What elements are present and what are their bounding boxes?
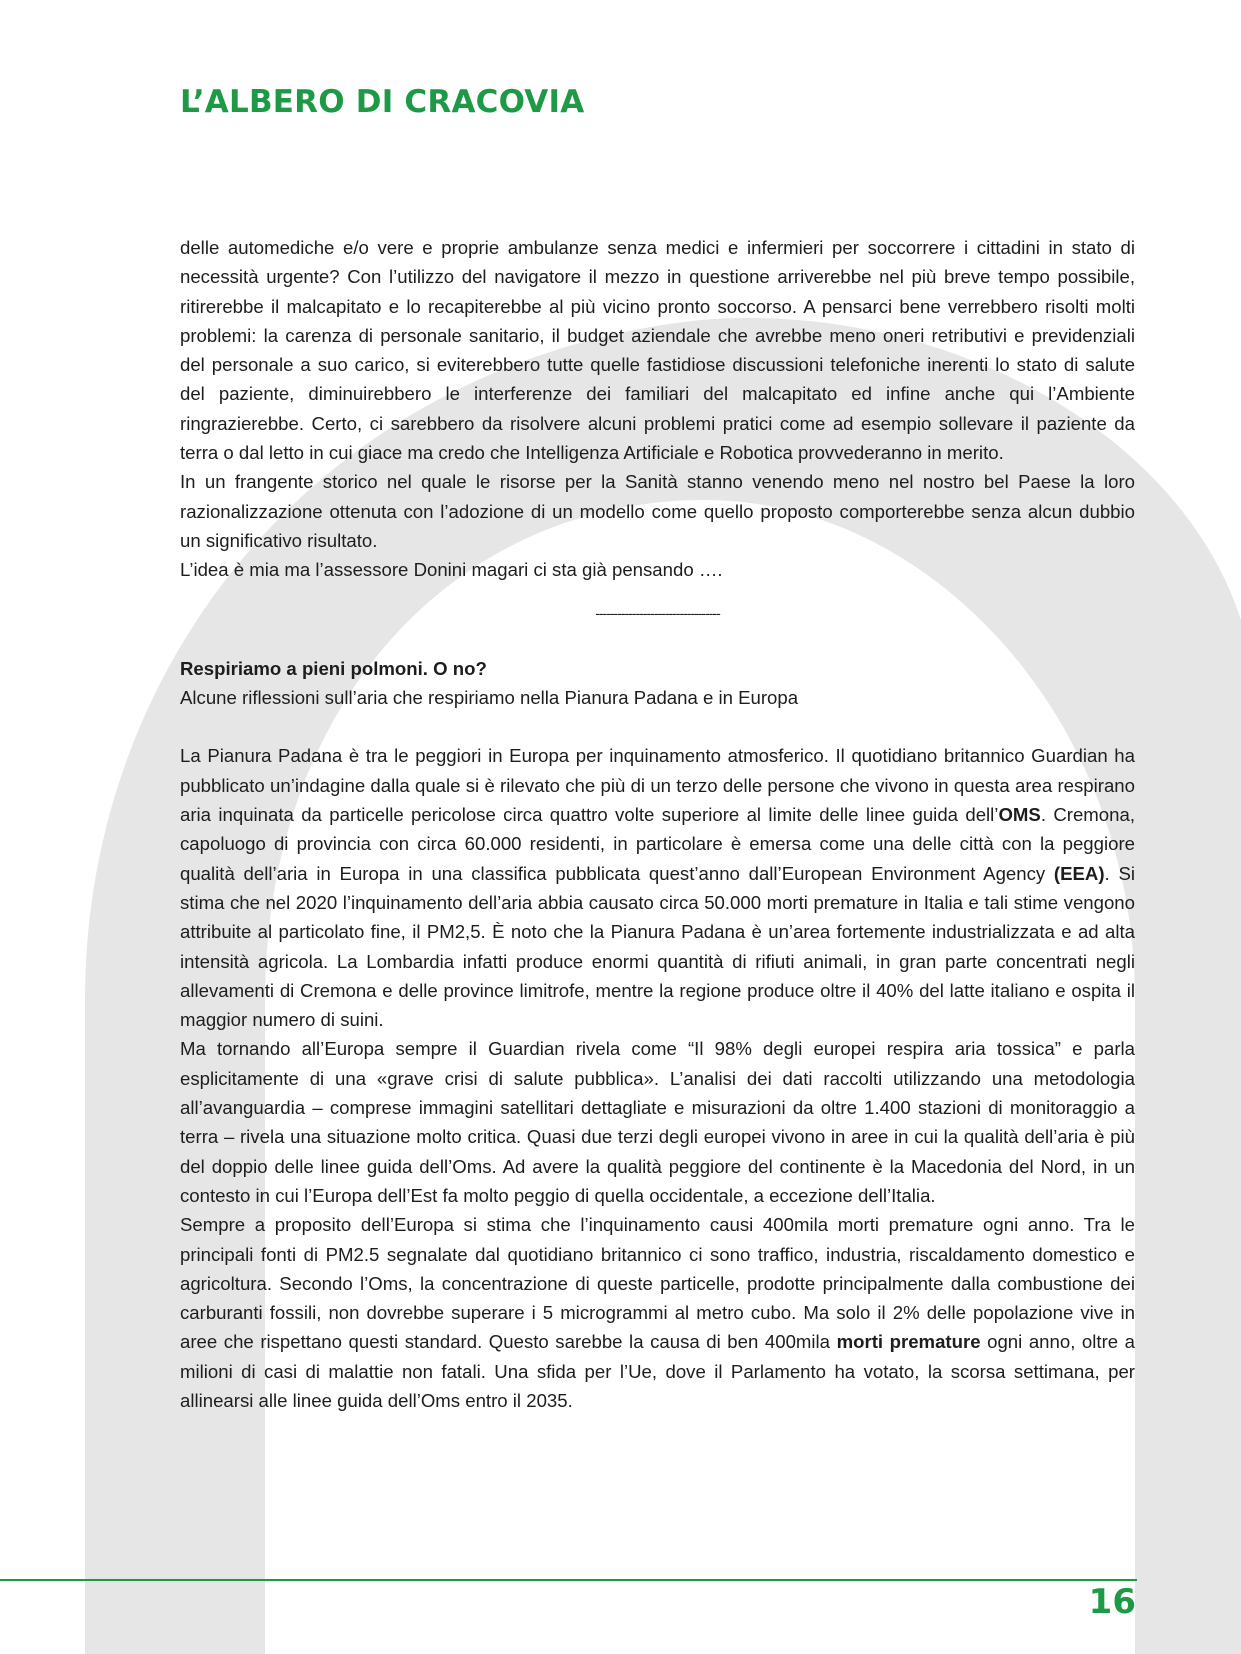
section-separator: ---------------------------------- (595, 604, 720, 621)
paragraph-spacer (180, 712, 1135, 741)
text-run: Sempre a proposito dell’Europa si stima che l’inquinamento causi 400mila morti premature ogni anno. Tra le principali fonti di PM2.5 segnalate dal quotidiano britannico ci sono traffico, industria, riscaldamento domestico e agricoltura. Secondo l’Oms, la concentrazione di queste particelle, prodotte principalmente dalla combustione dei carburanti fossili, non dovrebbe superare i 5 microgrammi al metro cubo. Ma solo il 2% delle popolazione vive in aree che rispettano questi standard. Questo sarebbe la causa di ben 400mila (180, 1214, 1135, 1353)
header-title: L’ALBERO DI CRACOVIA (180, 84, 585, 120)
bold-text-eea: (EEA) (1053, 862, 1105, 884)
body-paragraph: delle automediche e/o vere e proprie ambulanze senza medici e infermieri per soccorrere i cittadini in stato di necessità urgente? Con l’utilizzo del navigatore il mezzo in questione arriverebbe nel più breve tempo possibile, ritirerebbe il malcapitato e lo recapiterebbe al più vicino pronto soccorso. A pensarci bene verrebbero risolti molti problemi: la carenza di personale sanitario, il budget aziendale che avrebbe meno oneri retributivi e previdenziali del personale a suo carico, si eviterebbero tutte quelle fastidiose discussioni telefoniche inerenti lo stato di salute del paziente, diminuirebbero le interferenze dei familiari del malcapitato ed infine anche qui l’Ambiente ringrazierebbe. Certo, ci sarebbero da risolvere alcuni problemi pratici come ad esempio sollevare il paziente da terra o dal letto in cui giace ma credo che Intelligenza Artificiale e Robotica provvederanno in merito. (180, 237, 1135, 464)
text-run: ogni anno, oltre a milioni di casi di malattie non fatali. Una sfida per l’Ue, dove il Parlamento ha votato, la scorsa settimana, per allinearsi alle linee guida dell’Oms entro il 2035. (180, 1331, 1136, 1411)
body-paragraph: In un frangente storico nel quale le risorse per la Sanità stanno venendo meno nel nostro bel Paese la loro razionalizzazione ottenuta con l’adozione di un modello come quello proposto comporterebbe senza alcun dubbio un significativo risultato. (180, 471, 1135, 551)
text-run: . Si stima che nel 2020 l’inquinamento dell’aria abbia causato circa 50.000 morti premature in Italia e tali stime vengono attribuite al particolato fine, il PM2,5. È noto che la Pianura Padana è un’area fortemente industrializzata e ad alta intensità agricola. La Lombardia infatti produce enormi quantità di rifiuti animali, in gran parte concentrati negli allevamenti di Cremona e delle province limitrofe, mentre la regione produce oltre il 40% del latte italiano e ospita il maggior numero di suini. (180, 862, 1135, 1031)
bold-text-morti-premature: morti premature (836, 1331, 981, 1353)
footer-divider (0, 1579, 1137, 1581)
page-content (180, 233, 1135, 1415)
text-run: La Pianura Padana è tra le peggiori in Europa per inquinamento atmosferico. Il quotidiano britannico Guardian ha pubblicato un’indagine dalla quale si è rilevato che più di un terzo delle persone che vivono in questa area respirano aria inquinata da particelle pericolose circa quattro volte superiore al limite delle linee guida dell’ (180, 745, 1135, 826)
page-number: 16 (1088, 1582, 1136, 1622)
article-paragraph: Ma tornando all’Europa sempre il Guardian rivela come “Il 98% degli europei respira aria tossica” e parla esplicitamente di una «grave crisi di salute pubblica». L’analisi dei dati raccolti utilizzando una metodologia all’avanguardia – comprese immagini satellitari dettagliate e misurazioni da oltre 1.400 stazioni di monitoraggio a terra – rivela una situazione molto critica. Quasi due terzi degli europei vivono in aree in cui la qualità dell’aria è più del doppio delle linee guida dell’Oms. Ad avere la qualità peggiore del continente è la Macedonia del Nord, in un contesto in cui l’Europa dell’Est fa molto peggio di quella occidentale, a eccezione dell’Italia. (180, 1038, 1135, 1206)
article-paragraph (180, 741, 1135, 1034)
text-run: . Cremona, capoluogo di provincia con circa 60.000 residenti, in particolare è emersa come una delle città con la peggiore qualità dell’aria in Europa in una classifica pubblicata quest’anno dall’European Environment Agency (180, 804, 1135, 884)
body-paragraph: L’idea è mia ma l’assessore Donini magari ci sta già pensando …. (180, 559, 723, 581)
article-subtitle: Alcune riflessioni sull’aria che respiriamo nella Pianura Padana e in Europa (180, 687, 799, 709)
article-title: Respiriamo a pieni polmoni. O no? (180, 657, 487, 679)
bold-text-oms: OMS (998, 804, 1041, 826)
article-paragraph (180, 1210, 1135, 1415)
